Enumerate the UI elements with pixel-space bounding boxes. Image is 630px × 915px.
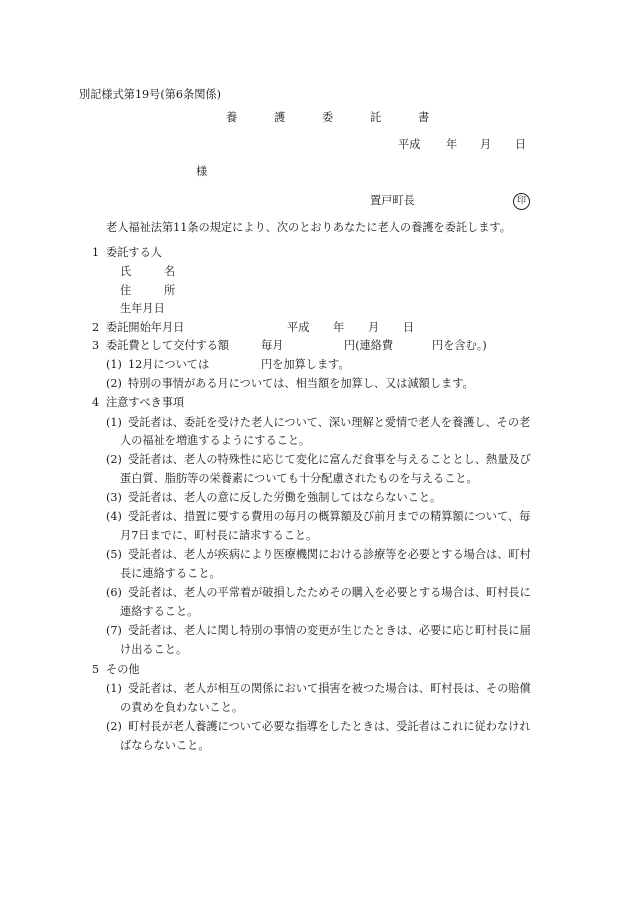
s4-item-line2: け出ること。 (120, 643, 188, 656)
s5-item-num: (1) (106, 682, 122, 695)
title-char: 書 (418, 111, 430, 124)
title-char: 養 (226, 111, 238, 124)
section-3-yen: 円(連絡費 (344, 339, 394, 352)
section-3-title: 委託費として交付する額 (106, 339, 230, 352)
section-2-era: 平成 (287, 321, 310, 334)
date-day: 日 (515, 138, 527, 151)
section-5-title: その他 (106, 663, 140, 676)
section-1-title: 委託する人 (106, 246, 162, 259)
s4-item-line1: 受託者は、老人に関し特別の事情の変更が生じたときは、必要に応じ町村長に届 (128, 624, 531, 637)
s4-item-line1: 受託者は、措置に要する費用の毎月の概算額及び前月までの精算額について、毎 (128, 510, 531, 523)
issuer: 置戸町長 (370, 194, 415, 207)
s4-item-num: (3) (106, 491, 122, 504)
s4-item-line1: 受託者は、老人の平常着が破損したためその購入を必要とする場合は、町村長に (128, 586, 531, 599)
s4-item-line1: 受託者は、老人が疾病により医療機関における診療等を必要とする場合は、町村 (128, 548, 531, 561)
s4-item-num: (7) (106, 624, 122, 637)
s4-item-line1: 受託者は、老人の意に反した労働を強制してはならないこと。 (128, 491, 442, 504)
s5-item-line1: 受託者は、老人が相互の関係において損害を被つた場合は、町村長は、その賠償 (128, 682, 531, 695)
section-2-num: 2 (92, 321, 100, 334)
s4-item-line1: 受託者は、老人の特殊性に応じて変化に富んだ食事を与えることとし、熱量及び (128, 453, 531, 466)
s4-item-line2: 長に連絡すること。 (120, 567, 221, 580)
s4-item-line2: 連絡すること。 (120, 605, 199, 618)
title-char: 護 (274, 111, 286, 124)
seal-stamp: 印 (513, 193, 530, 210)
s3-item-1-num: (1) (106, 358, 122, 371)
document-title (226, 111, 429, 125)
addressee-suffix: 様 (196, 165, 208, 178)
s4-item-line2: 人の福祉を増進するようにすること。 (120, 434, 311, 447)
s5-item-line2: ばならないこと。 (120, 739, 210, 752)
s4-item-num: (4) (106, 510, 122, 523)
s4-item-num: (2) (106, 453, 122, 466)
s3-item-2-text: 特別の事情がある月については、相当額を加算し、又は減額します。 (128, 377, 474, 390)
s4-item-num: (1) (106, 416, 122, 429)
section-4-title: 注意すべき事項 (106, 396, 185, 409)
section-2-month: 月 (368, 321, 380, 334)
s5-item-line1: 町村長が老人養護について必要な指導をしたときは、受託者はこれに従わなけれ (128, 720, 531, 733)
address-label-b: 所 (164, 284, 176, 297)
date-month: 月 (480, 138, 492, 151)
s3-item-1-post: 円を加算します。 (261, 358, 350, 371)
section-3-num: 3 (92, 339, 100, 352)
name-label-b: 名 (164, 265, 176, 278)
name-label-a: 氏 (120, 265, 132, 278)
s4-item-num: (6) (106, 586, 122, 599)
section-3-monthly: 毎月 (261, 339, 284, 352)
s4-item-line2: 月7日までに、町村長に請求すること。 (120, 529, 318, 542)
section-2-day: 日 (403, 321, 415, 334)
title-char: 託 (370, 111, 382, 124)
intro-text: 老人福祉法第11条の規定により、次のとおりあなたに老人の養護を委託します。 (106, 221, 511, 234)
section-2-title: 委託開始年月日 (106, 321, 185, 334)
birth-label: 生年月日 (120, 302, 165, 315)
title-char: 委 (322, 111, 334, 124)
date-era: 平成 (398, 138, 421, 151)
date-year: 年 (446, 138, 458, 151)
s5-item-line2: の責めを負わないこと。 (120, 701, 244, 714)
s5-item-num: (2) (106, 720, 122, 733)
section-2-year: 年 (333, 321, 345, 334)
section-4-num: 4 (92, 396, 100, 409)
address-label-a: 住 (120, 284, 132, 297)
form-label: 別記様式第19号(第6条関係) (79, 88, 221, 101)
section-1-num: 1 (92, 246, 100, 259)
s4-item-line1: 受託者は、委託を受けた老人について、深い理解と愛情で老人を養護し、その老 (128, 416, 531, 429)
section-3-yen-end: 円を含む。) (432, 339, 487, 352)
s3-item-2-num: (2) (106, 377, 122, 390)
s3-item-1-pre: 12月については (128, 358, 210, 371)
s4-item-num: (5) (106, 548, 122, 561)
s4-item-line2: 蛋白質、脂肪等の栄養素についても十分配慮されたものを与えること。 (120, 472, 478, 485)
section-5-num: 5 (92, 663, 100, 676)
